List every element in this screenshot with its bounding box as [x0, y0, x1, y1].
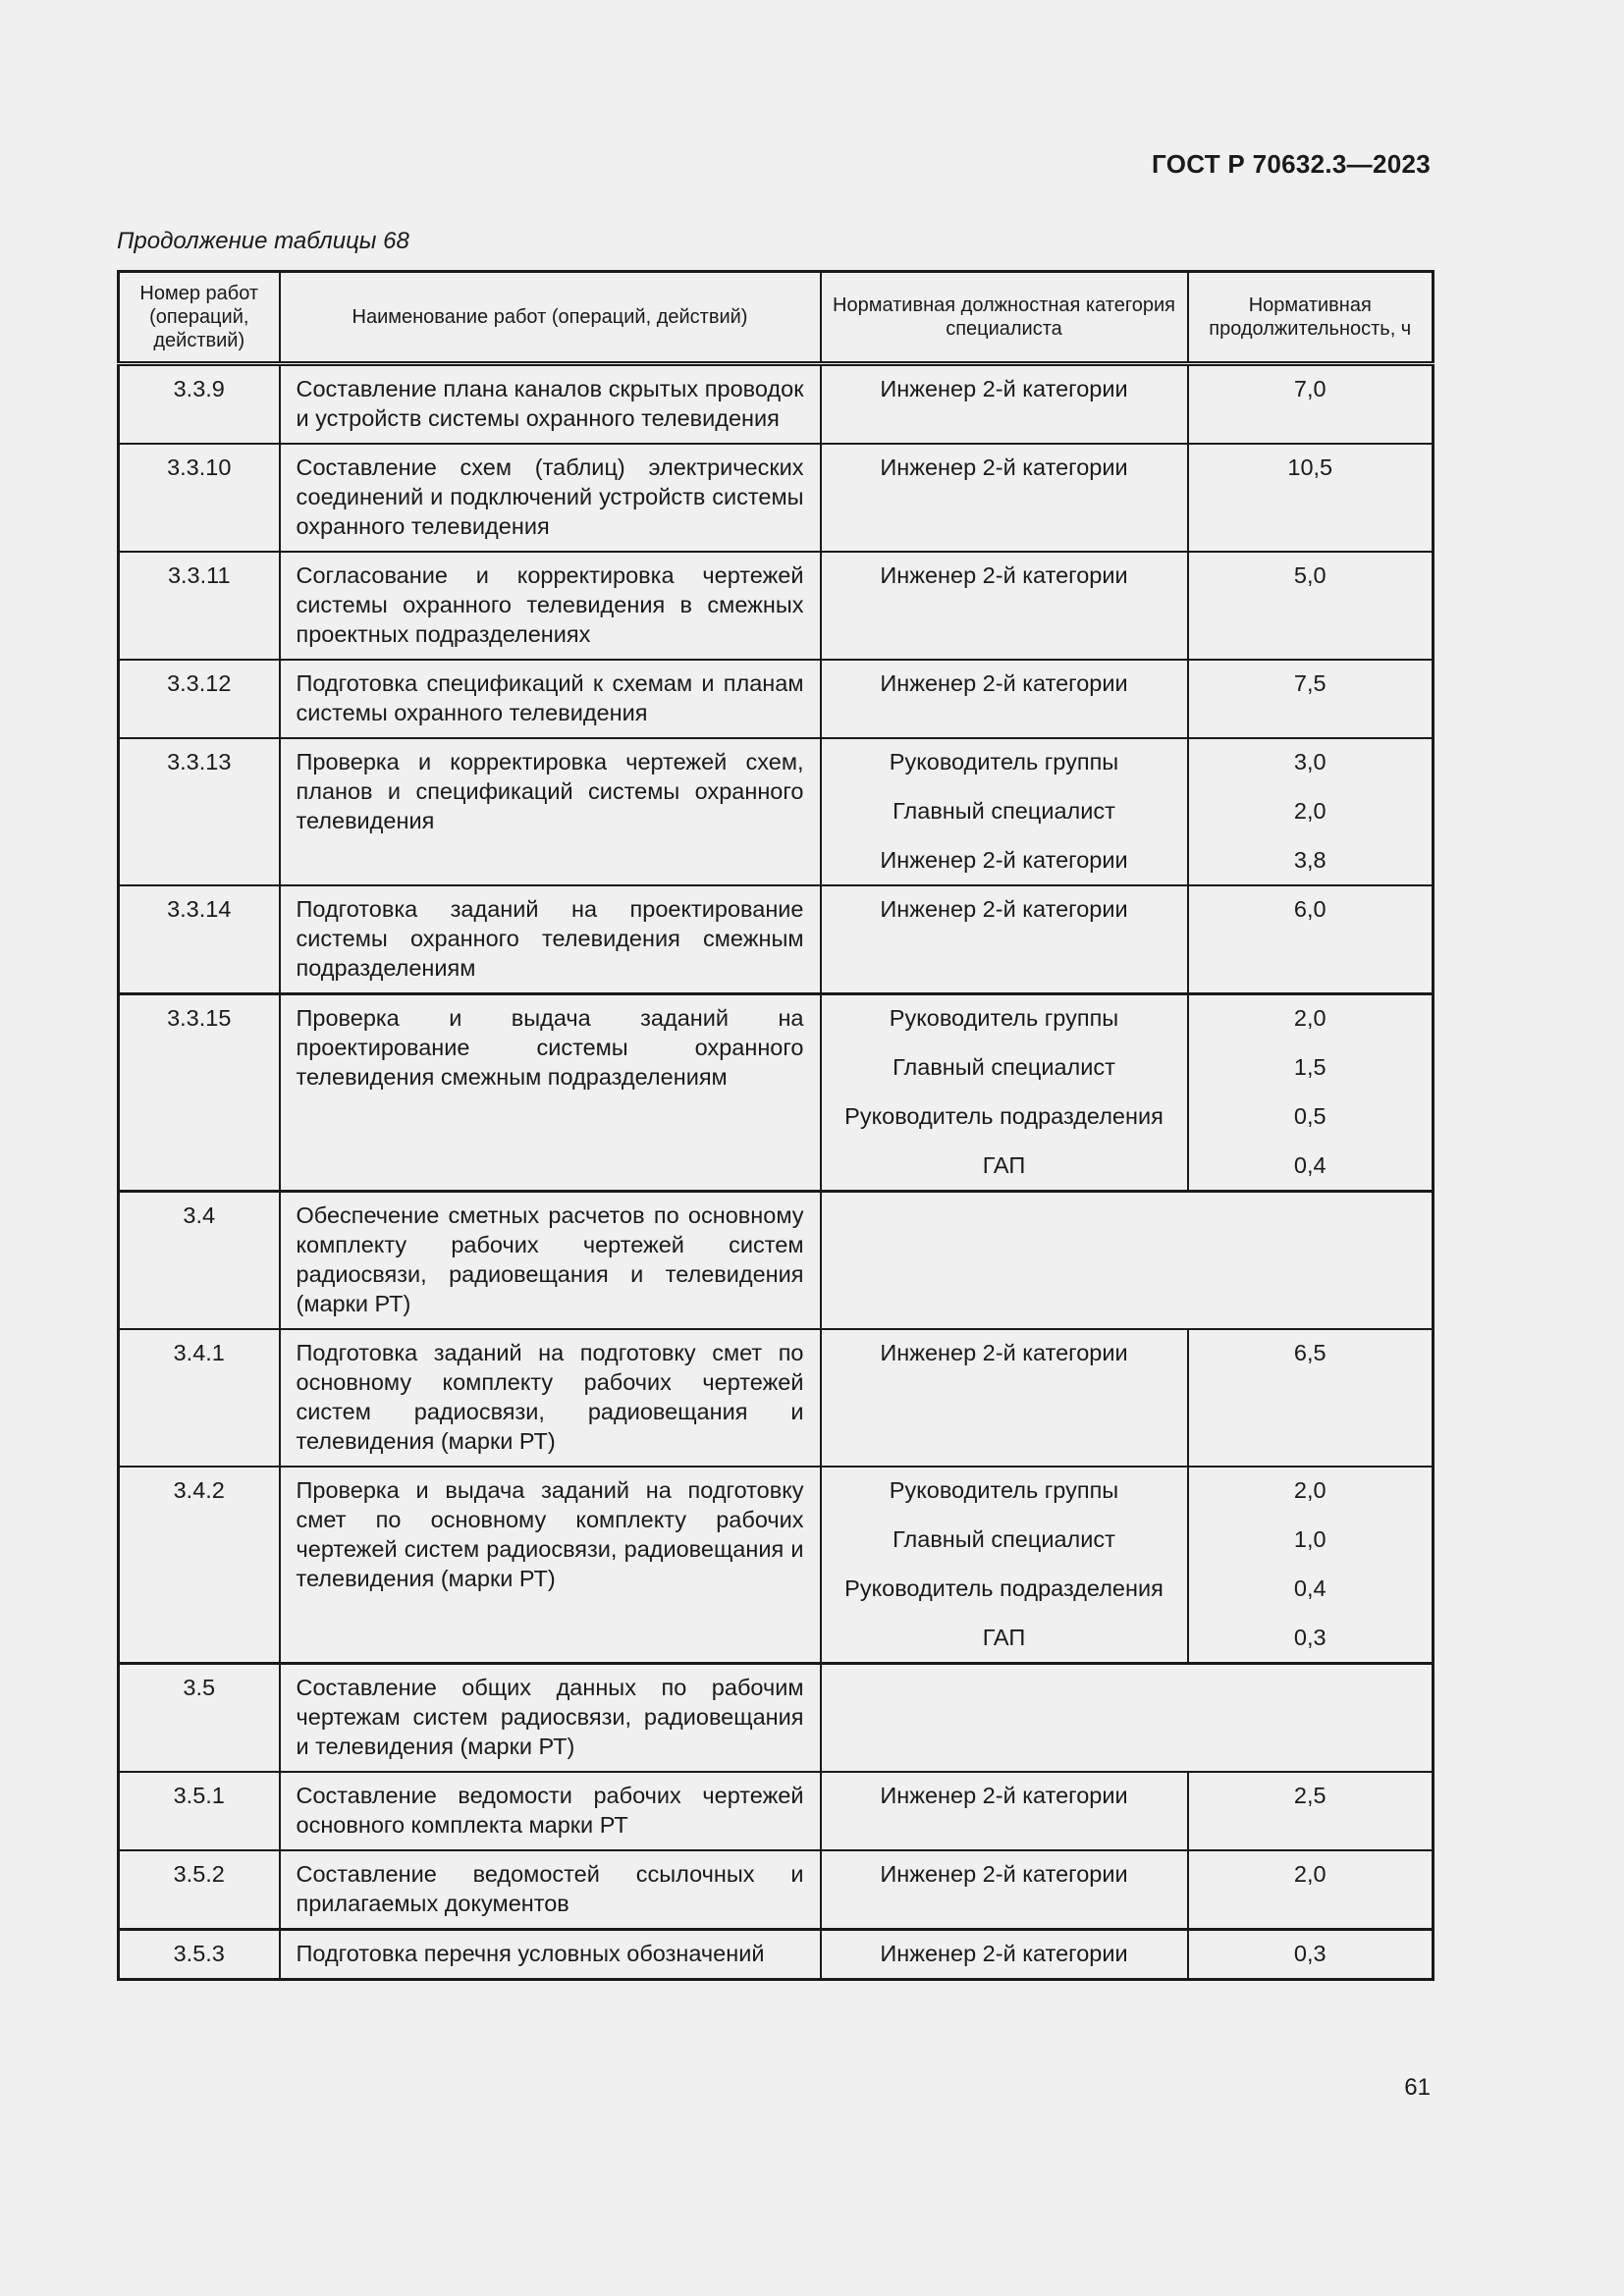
- table-row: [119, 444, 1434, 552]
- empty-merged-cell: [821, 1664, 1434, 1773]
- table-caption: Продолжение таблицы 68: [117, 228, 409, 254]
- duration-value: 0,4: [1293, 1152, 1326, 1178]
- duration-value: 0,5: [1293, 1103, 1326, 1129]
- table-row: [119, 1772, 1434, 1850]
- table-row: [119, 1850, 1434, 1930]
- specialist-category-cell: [821, 994, 1188, 1192]
- work-number-cell: 3.3.14: [119, 885, 280, 994]
- work-number-cell: 3.5.2: [119, 1850, 280, 1930]
- specialist-category: Главный специалист: [893, 1054, 1115, 1080]
- duration-cell: [1188, 1930, 1434, 1980]
- duration-value: 7,0: [1293, 376, 1326, 401]
- specialist-category: Руководитель группы: [889, 749, 1119, 774]
- duration-value: 3,0: [1293, 749, 1326, 774]
- specialist-category: Руководитель подразделения: [844, 1575, 1164, 1601]
- header-work-number: Номер работ (операций, действий): [119, 272, 280, 364]
- specialist-category: Руководитель группы: [889, 1477, 1119, 1503]
- duration-value: 6,0: [1293, 896, 1326, 922]
- specialist-category: Инженер 2-й категории: [880, 454, 1128, 480]
- work-name-cell: Подготовка заданий на проектирование системы охранного телевидения смежным подразделениям: [280, 885, 821, 994]
- specialist-category-cell: [821, 364, 1188, 445]
- duration-cell: [1188, 1772, 1434, 1850]
- table-row: [119, 1930, 1434, 1980]
- duration-value: 7,5: [1293, 670, 1326, 696]
- specialist-category-cell: [821, 444, 1188, 552]
- duration-value: 10,5: [1287, 454, 1333, 480]
- duration-cell: [1188, 660, 1434, 738]
- work-number-cell: 3.5.3: [119, 1930, 280, 1980]
- table-row: [119, 1329, 1434, 1467]
- duration-cell: [1188, 885, 1434, 994]
- specialist-category-cell: [821, 1850, 1188, 1930]
- work-name-cell: Подготовка спецификаций к схемам и планам системы охранного телевидения: [280, 660, 821, 738]
- duration-value: 0,3: [1293, 1625, 1326, 1650]
- specialist-category: Руководитель подразделения: [844, 1103, 1164, 1129]
- duration-value: 2,5: [1293, 1783, 1326, 1808]
- work-name-cell: Проверка и корректировка чертежей схем, планов и спецификаций системы охранного телевидения: [280, 738, 821, 885]
- specialist-category: Инженер 2-й категории: [880, 847, 1128, 873]
- duration-cell: [1188, 364, 1434, 445]
- duration-value: 0,4: [1293, 1575, 1326, 1601]
- duration-value: 6,5: [1293, 1340, 1326, 1365]
- duration-value: 2,0: [1293, 1005, 1326, 1031]
- table-row: [119, 660, 1434, 738]
- specialist-category-cell: [821, 1467, 1188, 1664]
- work-name-cell: Составление ведомости рабочих чертежей основного комплекта марки РТ: [280, 1772, 821, 1850]
- page-number: 61: [1404, 2074, 1431, 2101]
- table-row: [119, 885, 1434, 994]
- duration-cell: [1188, 994, 1434, 1192]
- duration-value: 1,5: [1293, 1054, 1326, 1080]
- duration-value: 0,3: [1293, 1941, 1326, 1966]
- header-specialist-category: Нормативная должностная категория специалиста: [821, 272, 1188, 364]
- duration-value: 2,0: [1293, 1861, 1326, 1887]
- work-name-cell: Составление плана каналов скрытых проводок и устройств системы охранного телевидения: [280, 364, 821, 445]
- specialist-category-cell: [821, 885, 1188, 994]
- table-row: [119, 552, 1434, 660]
- specialist-category-cell: [821, 660, 1188, 738]
- empty-merged-cell: [821, 1192, 1434, 1330]
- work-name-cell: Составление ведомостей ссылочных и прилагаемых документов: [280, 1850, 821, 1930]
- specialist-category: Руководитель группы: [889, 1005, 1119, 1031]
- duration-value: 1,0: [1293, 1526, 1326, 1552]
- duration-cell: [1188, 738, 1434, 885]
- work-number-cell: 3.4.1: [119, 1329, 280, 1467]
- work-name-cell: Обеспечение сметных расчетов по основному комплекту рабочих чертежей систем радиосвязи, радиовещания и телевидения (марки РТ): [280, 1192, 821, 1330]
- specialist-category: Инженер 2-й категории: [880, 1783, 1128, 1808]
- work-number-cell: 3.3.11: [119, 552, 280, 660]
- table-row: [119, 1467, 1434, 1664]
- work-name-cell: Составление общих данных по рабочим чертежам систем радиосвязи, радиовещания и телевидения (марки РТ): [280, 1664, 821, 1773]
- specialist-category-cell: [821, 1329, 1188, 1467]
- work-number-cell: 3.5: [119, 1664, 280, 1773]
- specialist-category-cell: [821, 552, 1188, 660]
- table-header-row: [119, 272, 1434, 364]
- specialist-category-cell: [821, 738, 1188, 885]
- work-number-cell: 3.3.10: [119, 444, 280, 552]
- duration-cell: [1188, 1329, 1434, 1467]
- work-number-cell: 3.4: [119, 1192, 280, 1330]
- duration-cell: [1188, 444, 1434, 552]
- duration-cell: [1188, 552, 1434, 660]
- work-name-cell: Составление схем (таблиц) электрических соединений и подключений устройств системы охранного телевидения: [280, 444, 821, 552]
- table-row: [119, 994, 1434, 1192]
- duration-cell: [1188, 1850, 1434, 1930]
- norms-table: [117, 270, 1435, 1981]
- specialist-category: Инженер 2-й категории: [880, 1340, 1128, 1365]
- work-name-cell: Подготовка перечня условных обозначений: [280, 1930, 821, 1980]
- document-code: ГОСТ Р 70632.3—2023: [1152, 149, 1431, 179]
- specialist-category: Главный специалист: [893, 1526, 1115, 1552]
- specialist-category: Инженер 2-й категории: [880, 376, 1128, 401]
- specialist-category: Инженер 2-й категории: [880, 670, 1128, 696]
- duration-cell: [1188, 1467, 1434, 1664]
- work-number-cell: 3.3.12: [119, 660, 280, 738]
- table-row: [119, 738, 1434, 885]
- specialist-category: Инженер 2-й категории: [880, 1861, 1128, 1887]
- specialist-category: ГАП: [982, 1152, 1026, 1178]
- work-number-cell: 3.3.15: [119, 994, 280, 1192]
- work-name-cell: Проверка и выдача заданий на проектирование системы охранного телевидения смежным подразделениям: [280, 994, 821, 1192]
- duration-value: 2,0: [1293, 798, 1326, 824]
- specialist-category-cell: [821, 1930, 1188, 1980]
- table-row: [119, 1192, 1434, 1330]
- duration-value: 2,0: [1293, 1477, 1326, 1503]
- specialist-category: Инженер 2-й категории: [880, 896, 1128, 922]
- duration-value: 5,0: [1293, 562, 1326, 588]
- header-duration: Нормативная продолжительность, ч: [1188, 272, 1434, 364]
- work-number-cell: 3.3.9: [119, 364, 280, 445]
- work-name-cell: Проверка и выдача заданий на подготовку смет по основному комплекту рабочих чертежей систем радиосвязи, радиовещания и телевидения (марки РТ): [280, 1467, 821, 1664]
- work-name-cell: Подготовка заданий на подготовку смет по основному комплекту рабочих чертежей систем радиосвязи, радиовещания и телевидения (марки РТ): [280, 1329, 821, 1467]
- work-number-cell: 3.4.2: [119, 1467, 280, 1664]
- header-work-name: Наименование работ (операций, действий): [280, 272, 821, 364]
- specialist-category: ГАП: [982, 1625, 1026, 1650]
- specialist-category: Инженер 2-й категории: [880, 562, 1128, 588]
- table-row: [119, 364, 1434, 445]
- work-number-cell: 3.5.1: [119, 1772, 280, 1850]
- work-number-cell: 3.3.13: [119, 738, 280, 885]
- duration-value: 3,8: [1293, 847, 1326, 873]
- table-row: [119, 1664, 1434, 1773]
- specialist-category: Главный специалист: [893, 798, 1115, 824]
- work-name-cell: Согласование и корректировка чертежей системы охранного телевидения в смежных проектных подразделениях: [280, 552, 821, 660]
- specialist-category: Инженер 2-й категории: [880, 1941, 1128, 1966]
- specialist-category-cell: [821, 1772, 1188, 1850]
- table-body: [119, 364, 1434, 1980]
